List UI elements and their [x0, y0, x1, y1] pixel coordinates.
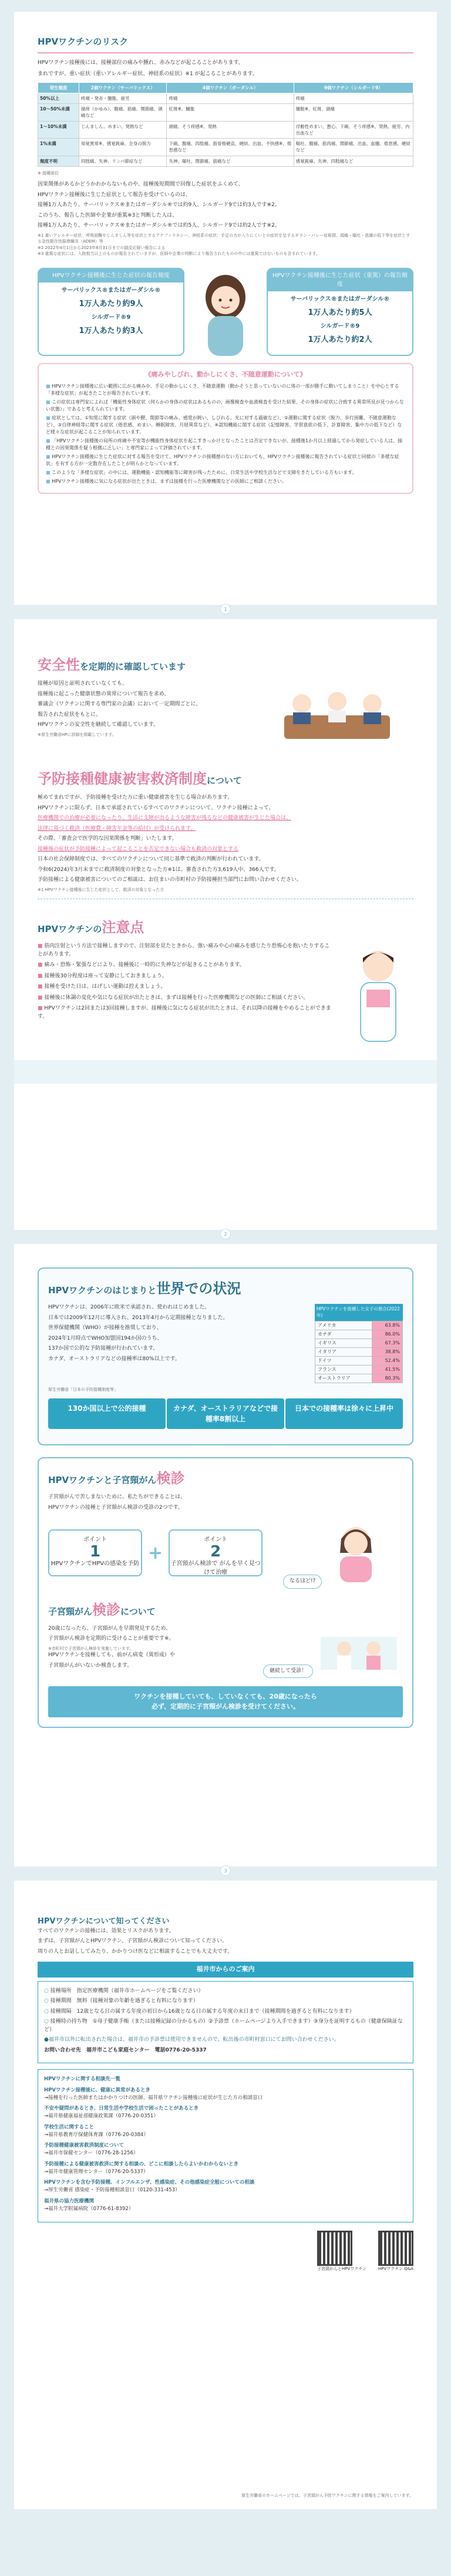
country: カナダ: [315, 1330, 372, 1339]
country: フランス: [315, 1365, 372, 1374]
table-row: [38, 139, 413, 156]
title-emphasis: 検診: [92, 1601, 121, 1618]
consult-contact: →福井県健康福祉部健康政策課（0776-20-0351）: [44, 2113, 159, 2119]
consult-item: [44, 2198, 407, 2213]
cta-line: 必ず、定期的に子宮頸がん検診を受けてください。: [151, 1702, 300, 1710]
list-item: ○ 接種間隔 12歳となる日の属する年度の初日から16歳となる日の属する年度の末日まで（接種期間を過ぎると有料になります）: [44, 2008, 407, 2016]
page-contacts: [14, 1881, 437, 2509]
title-emphasis: 注意点: [102, 919, 144, 936]
title-emphasis: 世界での状況: [156, 1280, 241, 1297]
consult-topic: 福井県の協力医療機関: [44, 2198, 95, 2204]
links-header: HPVワクチンに関する相談先一覧: [44, 2076, 120, 2082]
risk-body-4: このうち、報告した医師や企業が重篤※3と判断した人は、: [38, 212, 178, 218]
fukui-info: [38, 1981, 413, 2064]
table-cell: 50%以上: [38, 93, 79, 103]
consult-contact: →福井市健康管理センター（0776-20-5337）: [44, 2168, 149, 2175]
safety-text-1: 接種が原因と証明されていなくても、: [38, 681, 128, 687]
nurse-illustration: [343, 943, 413, 1048]
screening-lead-1: 子宮頸がんで苦しまないために、私たちができることは、: [48, 1494, 186, 1500]
risk-table: [38, 82, 413, 167]
report-frequency-box: [38, 268, 184, 356]
table-cell: 10〜50%未満: [38, 104, 79, 122]
know-title: HPVワクチンについて知ってください: [38, 1917, 170, 1926]
world-reference: 厚生労働省「日本の予防接種制度等」: [48, 1387, 118, 1392]
exam-text-4: HPVワクチンを接種しても、前がん病変（異形成）や: [48, 1652, 175, 1658]
table-header: 2価ワクチン（サーバリックス）: [79, 82, 167, 93]
list-item: ■ 痛み・恐怖・緊張などにより、接種後に一時的に失神などが起きることがあります。: [38, 961, 331, 970]
list-item: ■ このような「多様な症状」の中には、運動機能・認知機能等に障害が残ったために、日常生活や学校生活などで支障をきたしている方もいます。: [46, 469, 405, 476]
table-cell: 疼痛・発赤・腫脹、疲労: [79, 93, 167, 103]
relief-text-1: 極めてまれですが、予防接種を受けた方に重い健康被害を生じる場合があります。: [38, 795, 233, 801]
symptoms-box: [38, 363, 413, 495]
box-line: サーバリックス®またはガーダシル®: [290, 295, 390, 302]
page-risk: [14, 12, 437, 612]
safety-text-5: HPVワクチンの安全性を継続して確認しています。: [38, 722, 159, 728]
table-cell: 紅斑※、腫脹: [167, 104, 294, 122]
rate: 80.3%: [372, 1374, 403, 1383]
table-cell: 頭痛、そう痒感※、発熱: [167, 121, 294, 139]
consult-item: [44, 2161, 407, 2176]
title-emphasis: 予防接種健康被害救済制度: [38, 771, 207, 787]
table-row: [315, 1339, 403, 1347]
table-cell: 頻度不明: [38, 156, 79, 166]
title-rest: について: [120, 1606, 156, 1617]
list-item: ■ 症状としては、①知覚に関する症状（頭や腰、関節等の痛み、感覚が鈍い、しびれる、光に対する過敏など）、②運動に関する症状（脱力、歩行困難、不随意運動など）、③自律神経等に関する症状（倦怠感、めまい、睡眠障害、月経異常など）、④認知機能に関する症状（記憶障害、学習意欲の低下、計算障害、集中力の低下など）など様々な症状が起こることが知られています。: [46, 415, 405, 436]
footer-text: 厚生労働省のホームページでは、子宮頸がん予防ワクチンに関する情報をご案内しています。: [241, 2493, 413, 2498]
table-note: ※ 接種部位: [38, 170, 59, 176]
exam-text-2: 子宮頸がん検診を定期的に受けることが重要です※。: [48, 1636, 174, 1642]
world-stats: [48, 1398, 403, 1429]
consult-contact: →福井大学附属病院（0776-61-8392）: [44, 2205, 134, 2212]
consult-contact: →福井市保健センター（0776-28-1256）: [44, 2150, 139, 2156]
country: イタリア: [315, 1347, 372, 1356]
list-item: ■ 接種後に体調の変化や気になる症状が出たときは、まずは接種を行った医療機関などの医師にご相談ください。: [38, 994, 331, 1003]
page-world: [14, 1244, 437, 1874]
list-item: ■ この症状は専門家によれば「機能性身体症状（何らかの身体の症状はあるものの、画像検査や血液検査を受けた結果、その身体の症状に合致する異常所見が見つからない状態）」であると考えられています。: [46, 399, 405, 413]
exam-text-3: ※市町村で子宮頸がん検診を実施しています。: [48, 1646, 134, 1651]
know-text-1: すべてのワクチンの接種には、効果とリスクがあります。: [38, 1928, 174, 1934]
relief-text-8: 令和6(2024)年3月末までに救済制度の対象となった方※1は、審査された方3,619人中、366人です。: [38, 866, 280, 873]
table-cell: 失神、嘔吐、関節痛、筋痛など: [167, 156, 294, 166]
box-line: 1万人あたり約9人: [79, 299, 143, 308]
rate: 63.8%: [372, 1321, 403, 1330]
title-emphasis: 安全性: [38, 657, 80, 673]
risk-body-1: 因果関係があるかどうかわからないものや、接種後短期間で回復した症状をふくめて、: [38, 181, 244, 188]
list-item: ■ HPVワクチン接種後に気になる症状が出たときは、まずは接種を行った医療機関などの医師にご相談ください。: [46, 478, 405, 485]
points-row: [48, 1518, 403, 1589]
country: アメリカ: [315, 1321, 372, 1330]
consult-contact: →接種を行った医師またはかかりつけの医師、福井県ワクチン接種後に症状が生じた方の相談窓口: [44, 2094, 263, 2101]
screening-lead-2: HPVワクチンの接種と子宮頸がん検診の受診の2つです。: [48, 1504, 183, 1511]
safety-text-3: 審議会（ワクチンに関する専門家の会議）において一定期間ごとに、: [38, 701, 201, 707]
girl-illustration: [187, 268, 264, 356]
qr-codes: [38, 2231, 413, 2272]
table-cell: 疼痛: [167, 93, 294, 103]
relief-text-2: HPVワクチンに限らず、日本で承認されているすべてのワクチンについて、ワクチン接種によって、: [38, 805, 274, 811]
table-cell: じんましん、めまい、発熱など: [79, 121, 167, 139]
safety-note: ※厚生労働省HPに詳細を掲載しています。: [38, 732, 116, 737]
fukui-header: 福井市からのご案内: [38, 1962, 413, 1978]
exam-text-5: 子宮頸がんがいないか検査します。: [48, 1662, 133, 1669]
world-text: 日本では2009年12月に導入され、2013年4月から定期接種となりました。: [48, 1314, 228, 1321]
title-rest: について: [207, 775, 242, 786]
table-cell: 四肢痛、失神、リンパ節症など: [79, 156, 167, 166]
point-number: 2: [210, 1543, 221, 1561]
list-item: ■ 接種を受けた日は、はげしい運動は控えましょう。: [38, 983, 331, 991]
footnote-2: ※2 2022年4月1日から2023年8月31日までの副反応疑い報告による: [38, 245, 166, 250]
title-rest: HPVワクチンのはじまりと: [48, 1285, 157, 1296]
point-vaccine: [48, 1529, 142, 1576]
box-line: シルガード®9: [91, 314, 131, 321]
country: イギリス: [315, 1339, 372, 1347]
consult-topic: HPVワクチンを含む予防接種、インフルエンザ、性感染症、その他感染症全般についての相談: [44, 2180, 255, 2186]
list-item: ○ 接種時の持ち物 ①母子健康手帳（または接種記録の分かるもの）②予診票（ホームページより入手できます）③身分を証明するもの（健康保険証など）: [44, 2018, 407, 2034]
table-row: [38, 121, 413, 139]
relief-text-4: 法律に基づく救済（医療費・障害年金等の給付）が受けられます。: [38, 825, 196, 832]
list-item: ■ HPVワクチンは2回または3回接種しますが、接種後に気になる症状が出たときは、それ以降の接種をやめることができます。: [38, 1005, 331, 1021]
consult-contact: →福井県教育庁保健体育課（0776-20-0384）: [44, 2131, 149, 2138]
box-header: HPVワクチン接種後に生じた症状の報告頻度: [39, 269, 183, 283]
speech-bubble: 継続して受診！: [263, 1664, 313, 1679]
exam-title: [48, 1599, 403, 1620]
list-item: ■ 「HPVワクチン接種後の局所の疼痛や不安等が機能性身体症状を起こすきっかけとなったことは否定できないが、接種後1か月以上経過してから発症している人は、接種との因果関係を疑う根拠に乏しい」と専門家によって評価されています。: [46, 438, 405, 452]
table-row: [38, 93, 413, 103]
table-cell: 1%未満: [38, 139, 79, 156]
table-cell: 知覚異常※、感覚鈍麻、全身の脱力: [79, 139, 167, 156]
risk-lead-1: HPVワクチン接種後には、接種部位の痛みや腫れ、赤みなどが起こることがあります。: [38, 59, 244, 66]
list-item: ■ HPVワクチン接種後に生じた症状に対する報告を受けて、HPVワクチンの接種歴のない方においても、HPVワクチン接種後に報告されている症状と同様の「多様な症状」を有する方が一定数存在したことが明らかとなっています。: [46, 453, 405, 468]
safety-text-4: 報告された症状をもとに、: [38, 711, 102, 718]
table-row: [315, 1330, 403, 1339]
stat-high-rate: カナダ、オーストラリアなどで接種率8割以上: [167, 1398, 284, 1429]
page-safety: [14, 619, 437, 1237]
world-text: 137か国で公的な予防接種が行われています。: [48, 1346, 159, 1351]
relief-note: ※1 HPVワクチン接種後に生じた症状として、救済の対象となった方: [38, 887, 164, 892]
table-cell: 疼痛: [294, 93, 413, 103]
risk-lead-2: まれですが、重い症状（重いアレルギー症状、神経系の症状）※1 が起こることがあります。: [38, 71, 258, 77]
point-label: ポイント: [204, 1536, 228, 1543]
list-item: ■ 筋肉注射という方法で接種しますので、注射部を見たときから、強い痛みや心の痛みを感じたり恐怖心を抱いたりすることがあります。: [38, 943, 331, 959]
world-text: 世界保健機関（WHO）が接種を推奨しており、: [48, 1325, 162, 1331]
table-row: [38, 104, 413, 122]
rate: 67.3%: [372, 1339, 403, 1347]
point-number: 1: [89, 1543, 101, 1561]
serious-report-frequency-box: [267, 268, 413, 356]
plus-icon: +: [148, 1542, 163, 1563]
list-item: ○ 接種場所 指定医療機関（福井市ホームページをご覧ください）: [44, 1988, 407, 1996]
rate: 41.5%: [372, 1365, 403, 1374]
title-rest: HPVワクチンの: [38, 924, 102, 934]
risk-body-5: 接種1万人あたり、サーバリックス®またはガーダシル®では約5人、シルガード9では約2人です※2。: [38, 223, 280, 229]
symptoms-title: 《痛みやしびれ、動かしにくさ、不随意運動について》: [144, 370, 307, 378]
risk-body-3: 接種1万人あたり、サーバリックス®またはガーダシル®では約9人、シルガード9では約3人です※2。: [38, 202, 280, 208]
box-line: 1万人あたり約5人: [308, 308, 372, 317]
world-rate-table: [315, 1321, 403, 1383]
title-rest: 子宮頸がん: [48, 1606, 93, 1617]
consult-contact: →厚生労働省 感染症・予防接種相談窓口（0120-331-453）: [44, 2187, 180, 2193]
consult-item: [44, 2105, 407, 2120]
consult-topic: 予防接種健康被害救済制度について: [44, 2143, 124, 2149]
list-item: ■ 接種後30分程度は座って安静にしておきましょう。: [38, 973, 331, 981]
table-cell: 感覚鈍麻、失神、四肢痛など: [294, 156, 413, 166]
box-line: 1万人あたり約2人: [308, 335, 372, 345]
table-header: 4価ワクチン（ガーダシル）: [167, 82, 294, 93]
cta-line: ワクチンを接種していても、していなくても、20歳になったら: [134, 1693, 317, 1700]
table-row: [38, 156, 413, 166]
world-title: [48, 1278, 403, 1299]
student-illustration: [324, 1518, 388, 1582]
rate: 86.0%: [372, 1330, 403, 1339]
relief-text-5: その際、「審査会で医学的な因果関係を判断」いたします。: [38, 836, 177, 842]
point-screening: [169, 1529, 262, 1576]
relief-text-6: 接種後の症状が予防接種によって起こることを否定できない場合も救済の対象とする: [38, 846, 239, 852]
rate: 38.8%: [372, 1347, 403, 1356]
table-cell: 嘔吐、腹痛、筋肉痛、関節痛、出血、血腫、倦怠感、硬結など: [294, 139, 413, 156]
table-row: [315, 1365, 403, 1374]
consult-topic: 不安や疑問があるとき、日常生活や学校生活で困ったことがあるとき: [44, 2106, 199, 2112]
list-item: ○ 接種期間 無料（接種対象の年齢を過ぎると有料になります）: [44, 1997, 407, 2006]
table-cell: 下痢、腹痛、四肢痛、筋骨格硬直、硬結、出血、不快感※、倦怠感など: [167, 139, 294, 156]
meeting-illustration: [261, 680, 413, 751]
cautions-title: [38, 917, 413, 938]
qr-code[interactable]: [378, 2231, 413, 2266]
consult-item: [44, 2124, 407, 2139]
country: ドイツ: [315, 1356, 372, 1365]
relief-title: [38, 768, 413, 789]
box-header: HPVワクチン接種後に生じた症状（重篤）の報告頻度: [268, 269, 412, 291]
table-row: [315, 1321, 403, 1330]
consult-topic: HPVワクチン接種後に、健康に異常があるとき: [44, 2087, 150, 2093]
page-number: 3: [220, 1865, 231, 1876]
consult-item: [44, 2087, 407, 2102]
stat-countries: 130か国以上で公的接種: [48, 1398, 166, 1429]
screening-cta: [48, 1686, 403, 1717]
risk-title: HPVワクチンのリスク: [38, 35, 413, 53]
table-row: [315, 1356, 403, 1365]
point-text: HPVワクチンでHPVの感染を予防: [51, 1561, 140, 1568]
table-row: [315, 1374, 403, 1383]
relief-text-3: 医療機関での治療が必要になったり、生活に支障が出るような障害が残るなどの健康被害が生じた場合は、: [38, 815, 292, 821]
list-item: ■ HPVワクチン接種後に広い範囲に広がる痛みや、手足の動かしにくさ、不随意運動（動かそうと思っていないのに体の一部が勝手に動いてしまうこと）を中心とする「多様な症状」が起きたことが報告されています。: [46, 383, 405, 397]
title-rest: と子宮頸がん: [103, 1475, 157, 1485]
relief-text-7: 日本の社会保障制度では、すべてのワクチンについて同じ基準で救済の判断が行われています。: [38, 856, 264, 862]
consult-item: [44, 2179, 407, 2194]
title-rest: を定期的に確認しています: [80, 661, 186, 672]
wave-band: [14, 1060, 437, 1084]
consultation-list: [38, 2069, 413, 2222]
point-label: ポイント: [83, 1536, 107, 1543]
clinic-illustration: [315, 1625, 403, 1672]
screening-title: [48, 1468, 403, 1489]
speech-bubble: なるほど!?: [283, 1575, 322, 1589]
point-text: 子宮頸がん検診で がんを早く見つけて治療: [170, 1561, 261, 1576]
know-text-3: 周りの人とお話ししてみたり、かかりつけ医などに相談することでも大丈夫です。: [38, 1948, 233, 1955]
world-table-title: HPVワクチンを接種した女子の割合(2022年): [315, 1304, 403, 1321]
page-number: 1: [220, 604, 231, 614]
qr-code[interactable]: [317, 2231, 352, 2266]
table-header: 発生頻度: [38, 82, 79, 93]
table-cell: 掻痒（かゆみ）、腹痛、筋痛、関節痛、頭痛など: [79, 104, 167, 122]
fukui-contact: お問い合わせ先 福井市こども家庭センター 電話0776-20-5337: [44, 2047, 207, 2053]
country: オーストラリア: [315, 1374, 372, 1383]
box-line: サーバリックス®またはガーダシル®: [61, 287, 161, 294]
risk-frequency-boxes: [38, 268, 413, 356]
footnote-3: ※3 重篤な症状には、入院相当以上のものが報告されていますが、医師や企業の判断により報告されたものの中には重篤ではないものも含まれています。: [38, 251, 320, 257]
table-row: [315, 1347, 403, 1356]
box-line: シルガード®9: [320, 323, 360, 330]
consult-item: [44, 2142, 407, 2157]
safety-title: [38, 654, 413, 675]
relief-text-9: 予防接種による健康被害についてのご相談は、お住まいの市町村の予防接種担当部門にお問い合わせください。: [38, 877, 302, 883]
exam-text-1: 20歳になったら、子宮頸がんを早期発見するため、: [48, 1625, 171, 1632]
consult-topic: 学校生活に関すること: [44, 2124, 95, 2130]
world-text: 2024年1月時点でWHO加盟国194か国のうち、: [48, 1335, 163, 1341]
page-number: 2: [220, 1229, 231, 1239]
table-header: 9価ワクチン（シルガード9）: [294, 82, 413, 93]
consult-topic: 予防接種による健康被害救済に関する相談の、どこに相談したらよいかわからないとき: [44, 2161, 239, 2167]
table-cell: 腫脹※、紅斑、頭痛: [294, 104, 413, 122]
know-text-2: まずは、子宮頸がんとHPVワクチン、子宮頸がん検診について知ってください。: [38, 1938, 228, 1944]
risk-body-2: HPVワクチン接種後に生じた症状として報告を受けているのは、: [38, 191, 191, 198]
stat-japan: 日本での接種率は徐々に上昇中: [285, 1398, 403, 1429]
footnote-1: ※1 重いアレルギー症状：呼吸困難やじんましん等を症状とするアナフィラキシー、神経系の症状：手足の力が入りにくいとの症状を呈するギラン・バレー症候群、頭痛・嘔吐・意識の低下等を症状とする急性散在性脳脊髄炎（ADEM）等: [38, 233, 410, 244]
world-text: HPVワクチンは、2006年に欧米で承認され、使われはじめました。: [48, 1304, 210, 1310]
title-emphasis: 検診: [156, 1470, 185, 1487]
table-cell: 浮動性めまい、悪心、下痢、そう痒感※、発熱、疲労、内出血など: [294, 121, 413, 139]
world-text: カナダ、オーストラリアなどの接種率は80%以上です。: [48, 1356, 180, 1362]
table-cell: 1〜10%未満: [38, 121, 79, 139]
fukui-note: ●福井市以外に転出された場合は、福井市の予診票は使用できませんので、転出後の市町村窓口にてお問い合わせください。: [44, 2037, 339, 2043]
safety-text-2: 接種後に起こった健康状態の異常について報告を求め、: [38, 691, 170, 697]
title-rest: HPVワクチン: [48, 1475, 104, 1485]
qr-label: 子宮頸がんとHPVワクチン: [317, 2266, 366, 2272]
qr-label: HPVワクチン Q&A: [378, 2266, 413, 2272]
rate: 52.4%: [372, 1356, 403, 1365]
box-line: 1万人あたり約3人: [79, 327, 143, 336]
